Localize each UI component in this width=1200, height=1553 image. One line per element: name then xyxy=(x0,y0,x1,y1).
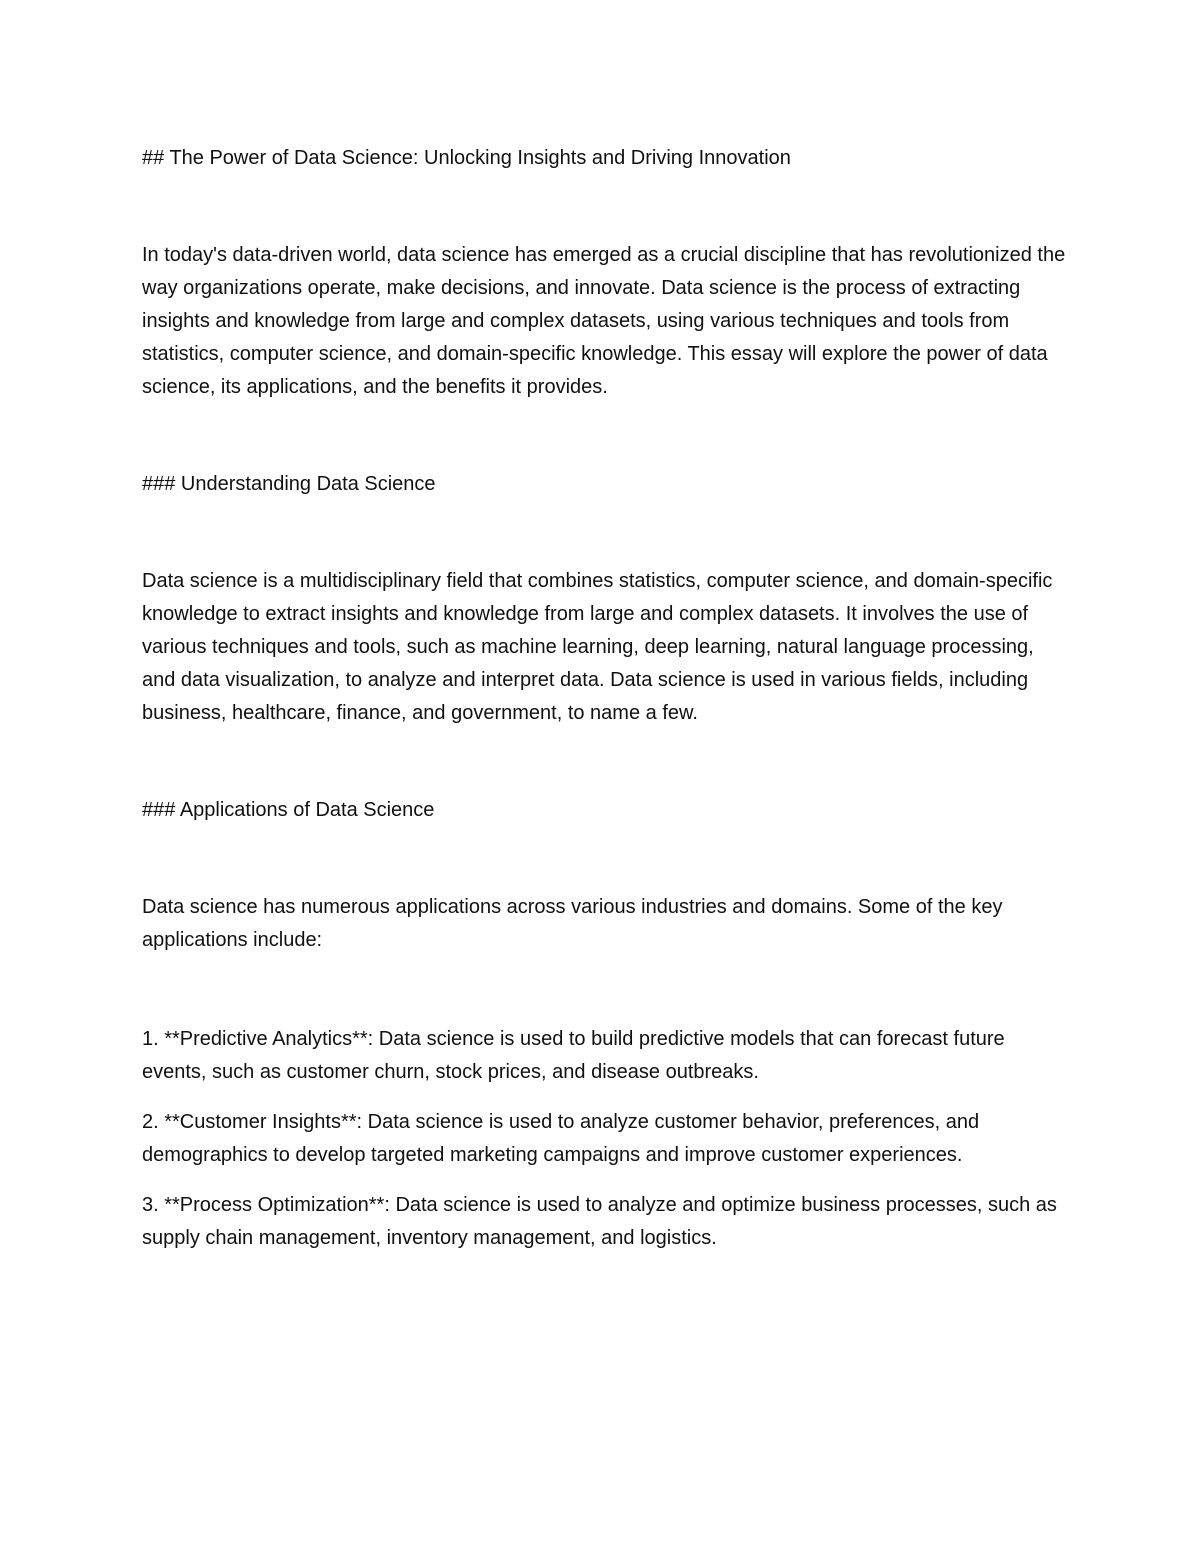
spacer xyxy=(142,730,1072,794)
list-item: 3. **Process Optimization**: Data science is used to analyze and optimize business processes, such as supply chain management, inventory management, and logistics. xyxy=(142,1194,1057,1249)
spacer xyxy=(142,1089,1072,1106)
understanding-paragraph: Data science is a multidisciplinary field that combines statistics, computer science, and domain-specific knowledge to extract insights and knowledge from large and complex datasets. It involves the use of various techniques and tools, such as machine learning, deep learning, natural language processing, and data visualization, to analyze and interpret data. Data science is used in various fields, including business, healthcare, finance, and government, to name a few. xyxy=(142,570,1053,724)
document-content xyxy=(142,142,1072,1255)
spacer xyxy=(142,957,1072,1023)
spacer xyxy=(142,501,1072,565)
document-title: ## The Power of Data Science: Unlocking Insights and Driving Innovation xyxy=(142,147,791,169)
spacer xyxy=(142,1172,1072,1189)
spacer xyxy=(142,827,1072,891)
applications-intro-paragraph: Data science has numerous applications across various industries and domains. Some of the key applications include: xyxy=(142,896,1003,951)
intro-paragraph: In today's data-driven world, data science has emerged as a crucial discipline that has revolutionized the way organizations operate, make decisions, and innovate. Data science is the process of extracting insights and knowledge from large and complex datasets, using various techniques and tools from statistics, computer science, and domain-specific knowledge. This essay will explore the power of data science, its applications, and the benefits it provides. xyxy=(142,244,1066,398)
list-item: 1. **Predictive Analytics**: Data science is used to build predictive models that can forecast future events, such as customer churn, stock prices, and disease outbreaks. xyxy=(142,1028,1005,1083)
spacer xyxy=(142,404,1072,468)
list-item: 2. **Customer Insights**: Data science is used to analyze customer behavior, preferences, and demographics to develop targeted marketing campaigns and improve customer experiences. xyxy=(142,1111,980,1166)
section-heading-understanding: ### Understanding Data Science xyxy=(142,473,436,495)
spacer xyxy=(142,175,1072,239)
section-heading-applications: ### Applications of Data Science xyxy=(142,799,435,821)
